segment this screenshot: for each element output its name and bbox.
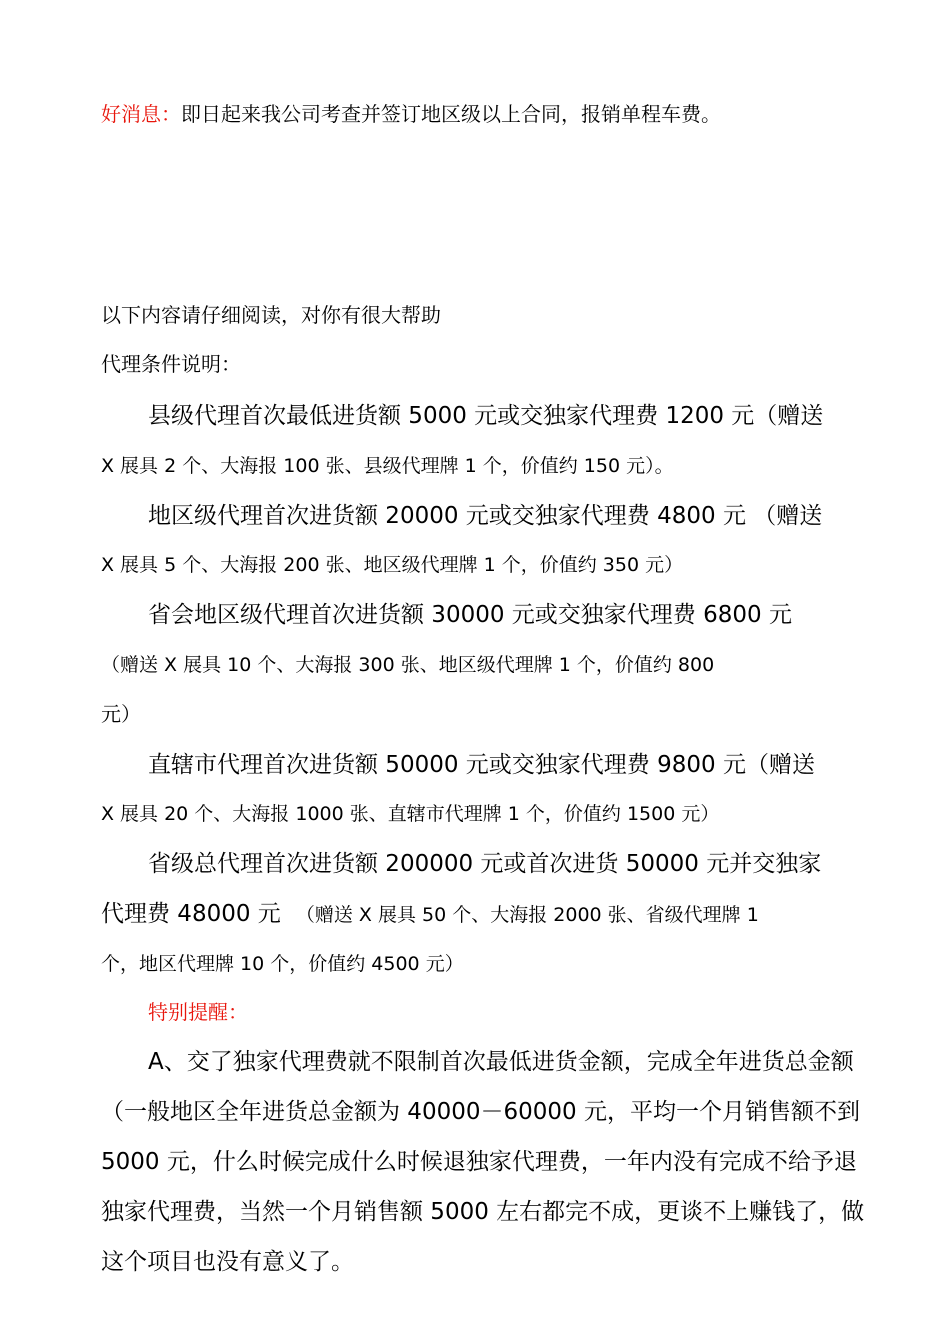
tier-county-line2: X 展具 2 个、大海报 100 张、县级代理牌 1 个，价值约 150 元）。	[101, 455, 674, 477]
note-a-line2: （一般地区全年进货总金额为 40000－60000 元，平均一个月销售额不到	[101, 1099, 860, 1125]
tier-province-gifts: （赠送 X 展具 50 个、大海报 2000 张、省级代理牌 1	[295, 904, 759, 926]
tier-province-fee: 代理费 48000 元	[101, 901, 281, 927]
conditions-title: 代理条件说明：	[101, 352, 241, 376]
note-a-line5: 这个项目也没有意义了。	[101, 1249, 354, 1275]
news-label: 好消息：	[101, 102, 181, 126]
reminder-title: 特别提醒：	[148, 1000, 248, 1024]
tier-province-line1: 省级总代理首次进货额 200000 元或首次进货 50000 元并交独家	[148, 851, 822, 877]
note-a-line1: A、交了独家代理费就不限制首次最低进货金额，完成全年进货总金额	[148, 1049, 854, 1075]
tier-region-line1: 地区级代理首次进货额 20000 元或交独家代理费 4800 元 （赠送	[148, 503, 823, 529]
tier-provincial-capital-line3: 元）	[101, 702, 141, 726]
tier-provincial-capital-line2: （赠送 X 展具 10 个、大海报 300 张、地区级代理牌 1 个，价值约 800	[101, 654, 715, 676]
intro-text: 以下内容请仔细阅读，对你有很大帮助	[101, 303, 441, 327]
news-line	[101, 98, 721, 127]
news-text: 即日起来我公司考查并签订地区级以上合同，报销单程车费。	[181, 102, 721, 126]
tier-province-line3: 个，地区代理牌 10 个，价值约 4500 元）	[101, 953, 464, 975]
tier-provincial-capital-line1: 省会地区级代理首次进货额 30000 元或交独家代理费 6800 元	[148, 602, 792, 628]
tier-municipality-line2: X 展具 20 个、大海报 1000 张、直辖市代理牌 1 个，价值约 1500 元）	[101, 803, 720, 825]
tier-municipality-line1: 直辖市代理首次进货额 50000 元或交独家代理费 9800 元（赠送	[148, 752, 815, 778]
tier-county-line1: 县级代理首次最低进货额 5000 元或交独家代理费 1200 元（赠送	[148, 403, 824, 429]
note-a-line4: 独家代理费，当然一个月销售额 5000 左右都完不成，更谈不上赚钱了，做	[101, 1199, 865, 1225]
tier-region-line2: X 展具 5 个、大海报 200 张、地区级代理牌 1 个，价值约 350 元）	[101, 554, 684, 576]
note-a-line3: 5000 元，什么时候完成什么时候退独家代理费，一年内没有完成不给予退	[101, 1149, 857, 1175]
tier-province-line2	[101, 895, 759, 928]
